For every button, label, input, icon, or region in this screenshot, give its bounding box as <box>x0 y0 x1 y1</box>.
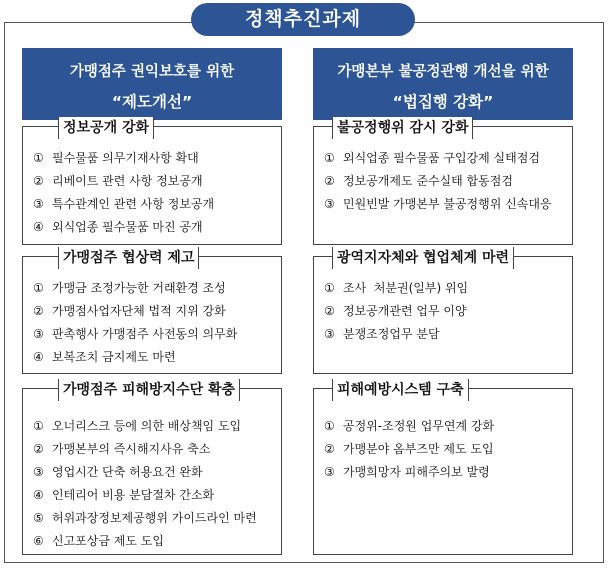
list-item <box>33 484 257 507</box>
item-number: ④ <box>33 350 44 364</box>
left-header-line2: “제도개선” <box>111 93 193 111</box>
item-number: ① <box>33 151 44 165</box>
item-list <box>324 277 468 346</box>
item-number: ③ <box>324 197 335 211</box>
list-item <box>324 170 552 193</box>
list-item <box>324 323 468 346</box>
box-regional-cooperation <box>313 250 573 374</box>
box-title: 불공정행위 감시 강화 <box>332 117 473 139</box>
box-title: 정보공개 강화 <box>58 117 154 139</box>
list-item <box>324 300 468 323</box>
item-number: ② <box>33 442 44 456</box>
item-number: ① <box>33 281 44 295</box>
item-number: ④ <box>33 488 44 502</box>
item-text: 민원빈발 가맹본부 불공정행위 신속대응 <box>343 197 552 211</box>
list-item <box>324 277 468 300</box>
item-list <box>324 415 494 484</box>
item-number: ② <box>324 442 335 456</box>
box-unfair-practice-monitoring <box>313 120 573 245</box>
item-number: ② <box>33 174 44 188</box>
right-header-line2: “법집행 강화” <box>392 93 494 111</box>
list-item <box>33 415 257 438</box>
list-item <box>33 530 257 553</box>
list-item <box>33 193 214 216</box>
item-number: ② <box>33 304 44 318</box>
item-number: ⑥ <box>33 534 44 548</box>
item-text: 가맹금 조정가능한 거래환경 조성 <box>52 281 226 295</box>
item-text: 오너리스크 등에 의한 배상책임 도입 <box>52 419 242 433</box>
box-title: 광역지자체와 협업체계 마련 <box>332 247 514 269</box>
item-text: 인테리어 비용 분담절차 간소화 <box>52 488 215 502</box>
box-title: 피해예방시스템 구축 <box>332 379 469 401</box>
item-number: ③ <box>324 327 335 341</box>
item-text: 가맹분야 옴부즈만 제도 도입 <box>343 442 494 456</box>
list-item <box>324 415 494 438</box>
item-number: ② <box>324 304 335 318</box>
list-item <box>33 216 214 239</box>
item-text: 조사 처분권(일부) 위임 <box>343 281 469 295</box>
right-header-line1: 가맹본부 불공정관행 개선을 위한 <box>337 64 549 80</box>
item-list <box>33 277 237 369</box>
item-text: 가맹희망자 피해주의보 발령 <box>343 465 490 479</box>
item-number: ③ <box>33 197 44 211</box>
item-number: ① <box>324 151 335 165</box>
list-item <box>324 193 552 216</box>
box-bargaining-power <box>22 250 282 374</box>
box-title: 가맹점주 협상력 제고 <box>58 247 199 269</box>
box-info-disclosure <box>22 120 282 245</box>
list-item <box>324 147 552 170</box>
item-list <box>33 415 257 553</box>
item-text: 필수물품 의무기재사항 확대 <box>52 151 199 165</box>
item-number: ① <box>324 281 335 295</box>
item-list <box>324 147 552 216</box>
list-item <box>33 170 214 193</box>
list-item <box>324 438 494 461</box>
item-number: ③ <box>33 465 44 479</box>
box-damage-prevention-means <box>22 382 282 555</box>
list-item <box>33 346 237 369</box>
item-text: 가맹본부의 즉시해지사유 축소 <box>52 442 211 456</box>
item-text: 보복조치 금지제도 마련 <box>52 350 176 364</box>
item-text: 가맹점사업자단체 법적 지위 강화 <box>52 304 226 318</box>
box-title: 가맹점주 피해방지수단 확충 <box>58 379 240 401</box>
item-number: ② <box>324 174 335 188</box>
item-text: 신고포상금 제도 도입 <box>52 534 164 548</box>
item-text: 판촉행사 가맹점주 사전동의 의무화 <box>52 327 238 341</box>
list-item <box>324 461 494 484</box>
list-item <box>33 147 214 170</box>
left-column-header <box>22 48 282 120</box>
item-number: ⑤ <box>33 511 44 525</box>
item-list <box>33 147 214 239</box>
item-number: ③ <box>324 465 335 479</box>
item-text: 외식업종 필수물품 마진 공개 <box>52 220 203 234</box>
item-text: 정보공개관련 업무 이양 <box>343 304 467 318</box>
list-item <box>33 461 257 484</box>
item-text: 외식업종 필수물품 구입강제 실태점검 <box>343 151 540 165</box>
right-column-header <box>313 48 573 120</box>
list-item <box>33 507 257 530</box>
list-item <box>33 323 237 346</box>
item-text: 영업시간 단축 허용요건 완화 <box>52 465 203 479</box>
left-header-line1: 가맹점주 권익보호를 위한 <box>69 64 235 80</box>
list-item <box>33 300 237 323</box>
item-text: 리베이트 관련 사항 정보공개 <box>52 174 203 188</box>
box-damage-prevention-system <box>313 382 573 555</box>
list-item <box>33 277 237 300</box>
item-text: 특수관계인 관련 사항 정보공개 <box>52 197 215 211</box>
item-text: 공정위-조정원 업무연계 강화 <box>343 419 495 433</box>
item-number: ① <box>324 419 335 433</box>
item-number: ① <box>33 419 44 433</box>
item-number: ③ <box>33 327 44 341</box>
item-text: 허위과장정보제공행위 가이드라인 마련 <box>52 511 257 525</box>
list-item <box>33 438 257 461</box>
item-number: ④ <box>33 220 44 234</box>
diagram-title: 정책추진과제 <box>191 3 415 36</box>
item-text: 분쟁조정업무 분담 <box>343 327 440 341</box>
item-text: 정보공개제도 준수실태 합동점검 <box>343 174 513 188</box>
